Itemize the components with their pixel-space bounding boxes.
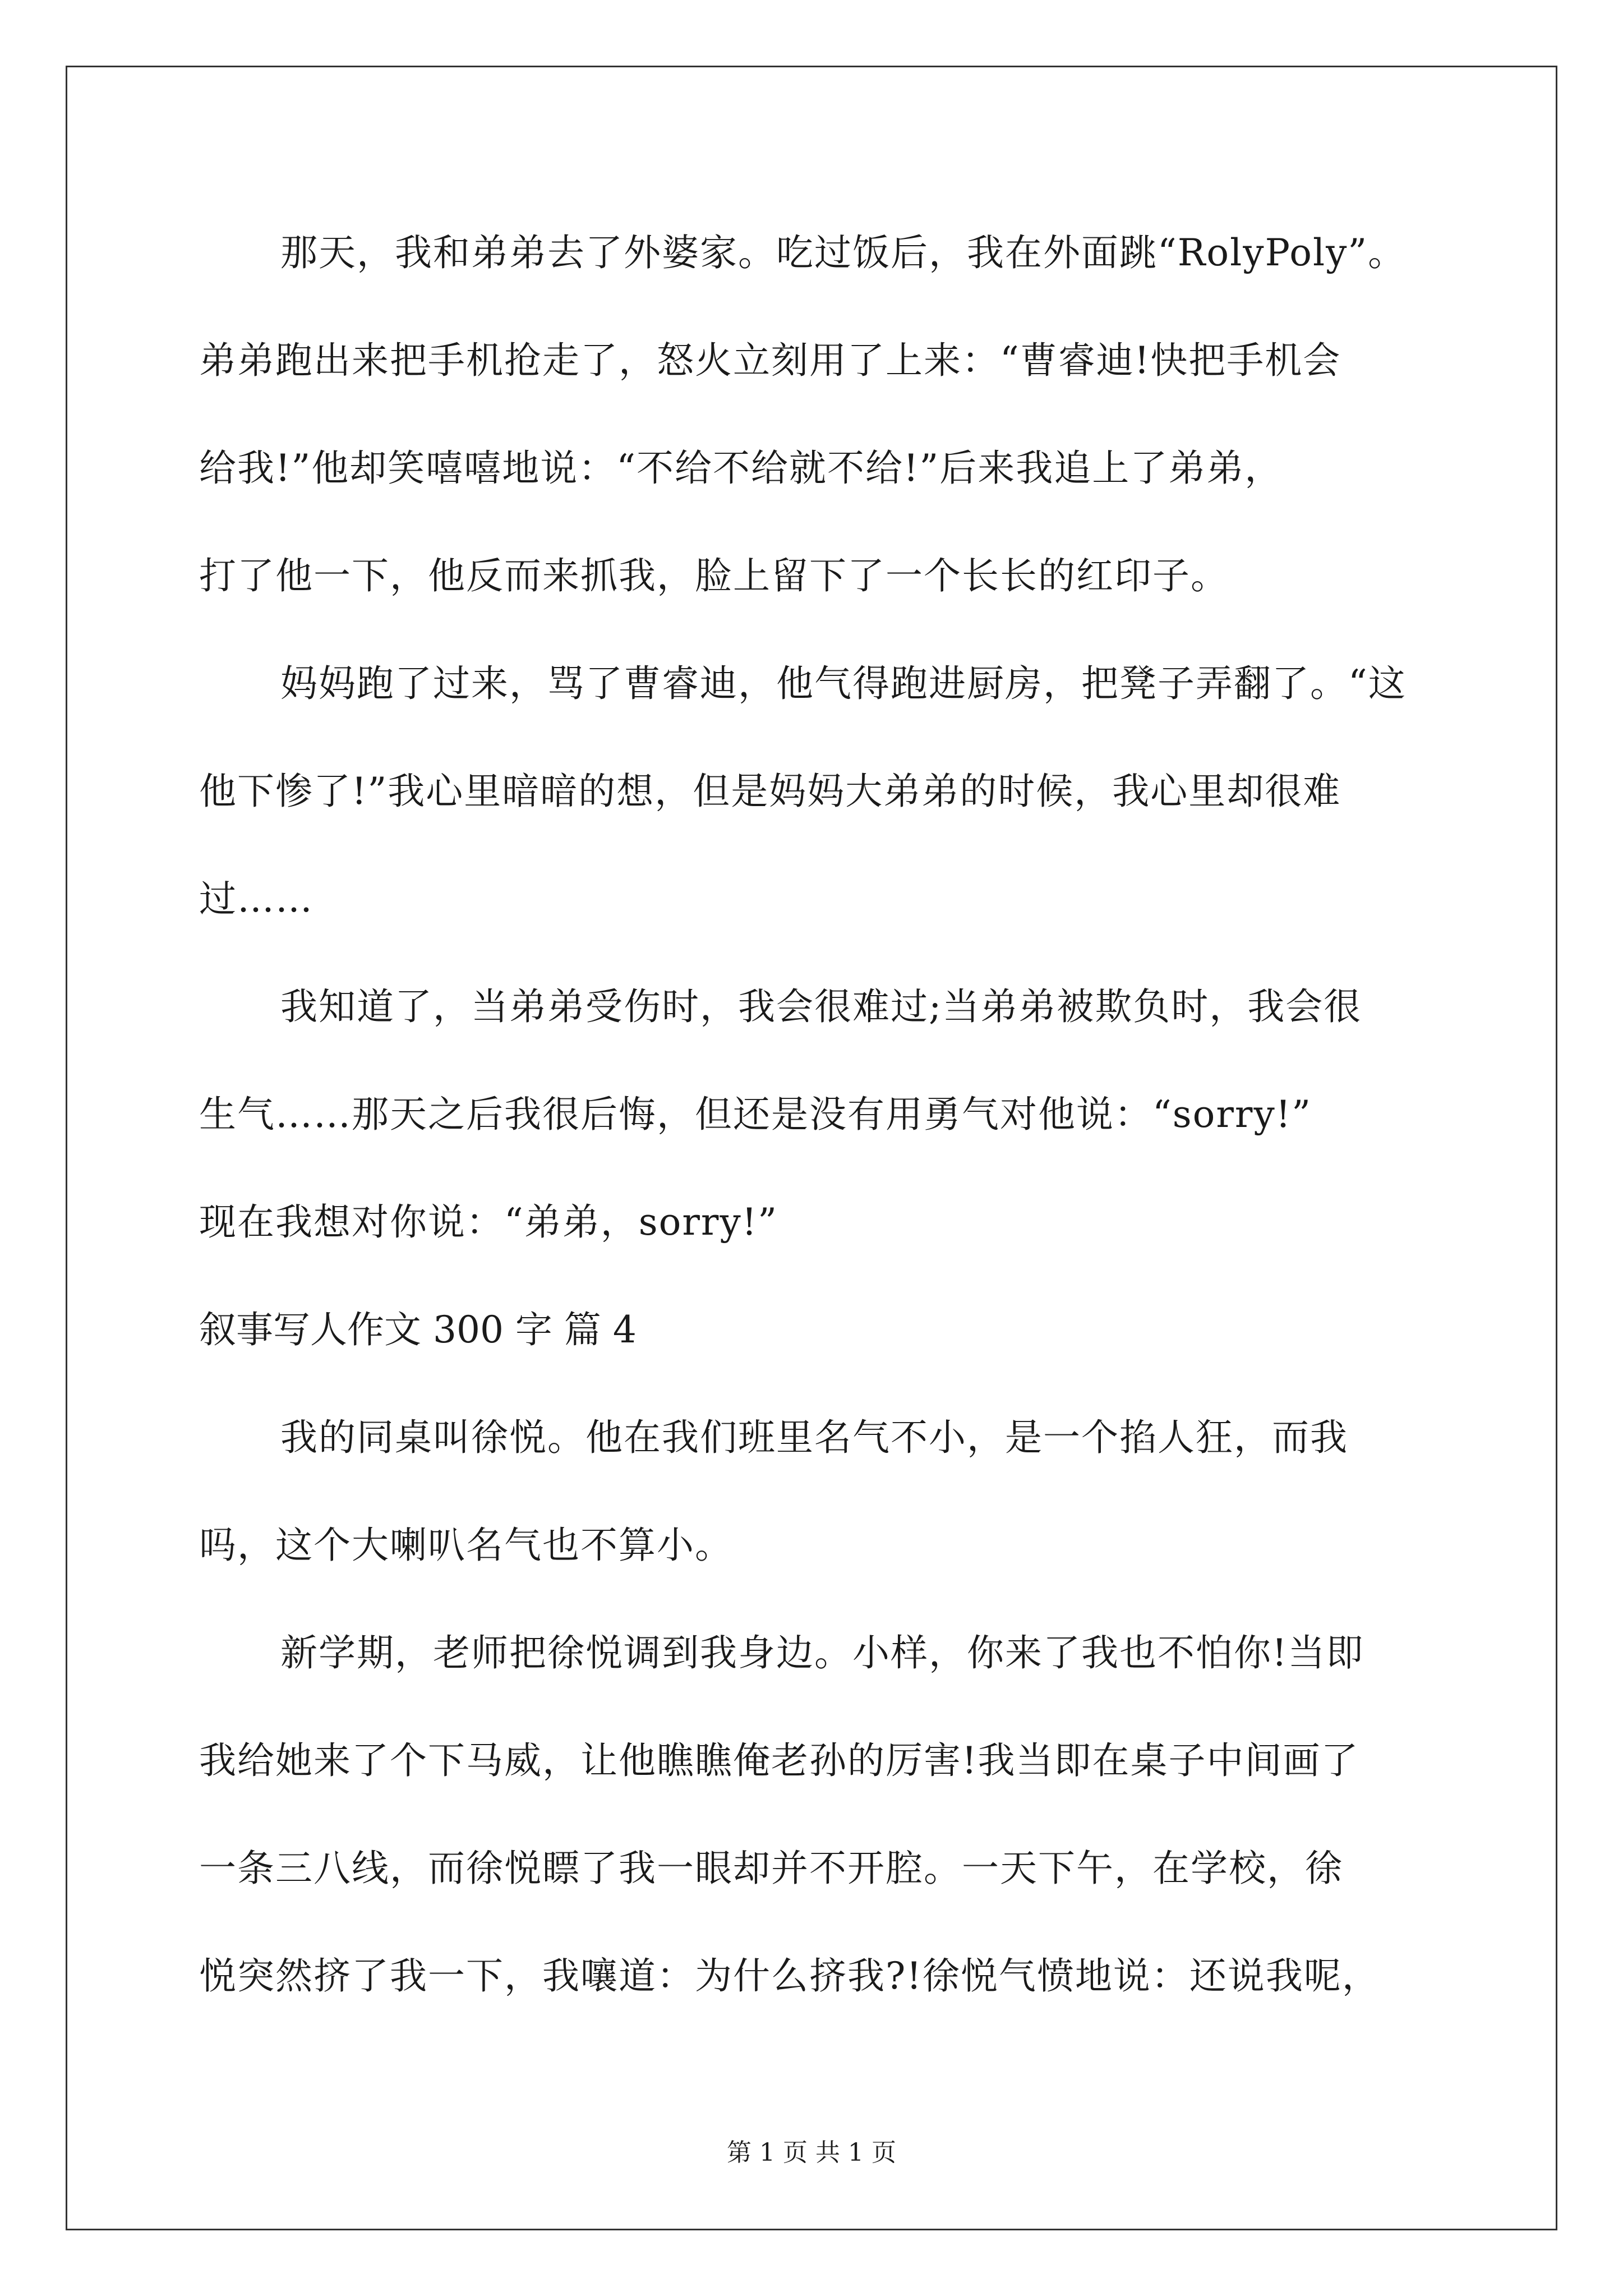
page-footer: 第 1 页 共 1 页 xyxy=(727,2138,896,2167)
text-line: 弟弟跑出来把手机抢走了，怒火立刻用了上来：“曹睿迪!快把手机会 xyxy=(199,339,1341,382)
text-line: 现在我想对你说：“弟弟，sorry!” xyxy=(199,1200,778,1244)
text-line: 生气……那天之后我很后悔，但还是没有用勇气对他说：“sorry!” xyxy=(199,1093,1312,1136)
text-line: 一条三八线，而徐悦瞟了我一眼却并不开腔。一天下午，在学校，徐 xyxy=(199,1847,1343,1890)
text-line: 他下惨了!”我心里暗暗的想，但是妈妈大弟弟的时候，我心里却很难 xyxy=(199,770,1341,813)
text-line: 过…… xyxy=(199,877,313,921)
text-line: 妈妈跑了过来，骂了曹睿迪，他气得跑进厨房，把凳子弄翻了。“这 xyxy=(280,662,1407,705)
text-line: 我知道了，当弟弟受伤时，我会很难过;当弟弟被欺负时，我会很 xyxy=(280,985,1362,1028)
text-line: 悦突然挤了我一下，我嚷道：为什么挤我?!徐悦气愤地说：还说我呢， xyxy=(199,1954,1380,1998)
document-body xyxy=(199,218,1430,2049)
text-line: 我给她来了个下马威，让他瞧瞧俺老孙的厉害!我当即在桌子中间画了 xyxy=(199,1739,1359,1782)
text-line: 给我!”他却笑嘻嘻地说：“不给不给就不给!”后来我追上了弟弟， xyxy=(199,447,1283,490)
text-line: 吗，这个大喇叭名气也不算小。 xyxy=(199,1524,733,1567)
text-line: 我的同桌叫徐悦。他在我们班里名气不小，是一个掐人狂，而我 xyxy=(280,1416,1348,1459)
text-line: 那天，我和弟弟去了外婆家。吃过饭后，我在外面跳“RolyPoly”。 xyxy=(280,231,1407,274)
section-heading: 叙事写人作文 300 字 篇 4 xyxy=(199,1308,637,1351)
text-line: 打了他一下，他反而来抓我，脸上留下了一个长长的红印子。 xyxy=(199,554,1229,597)
text-lines xyxy=(199,218,1430,2049)
text-line: 新学期，老师把徐悦调到我身边。小样，你来了我也不怕你!当即 xyxy=(280,1631,1364,1674)
